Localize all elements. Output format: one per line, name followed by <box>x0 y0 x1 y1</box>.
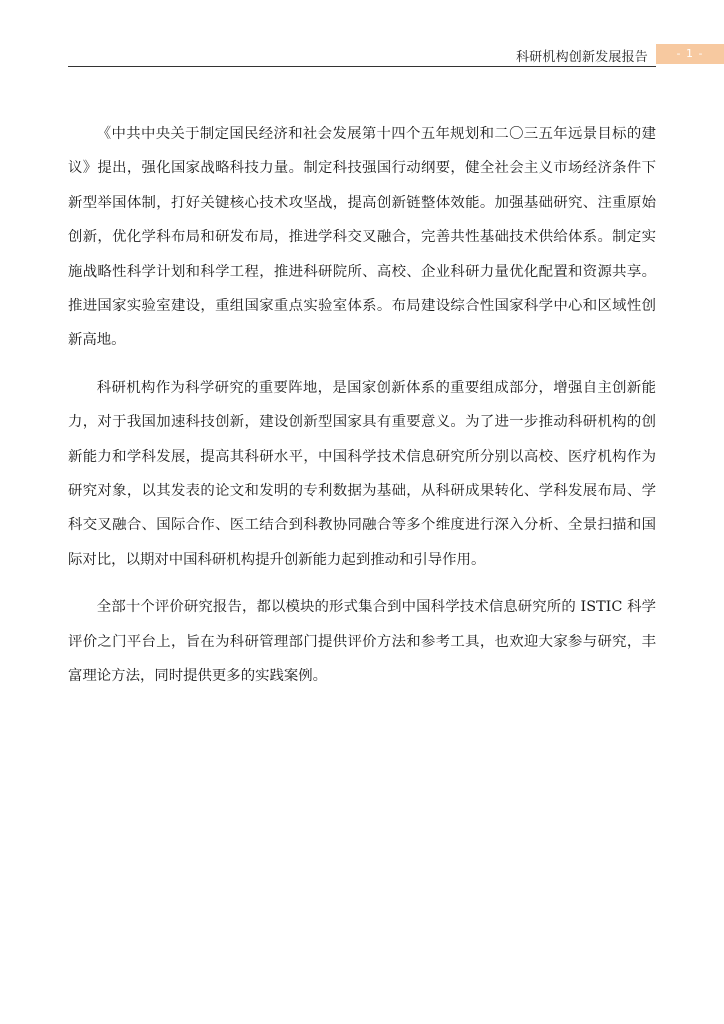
page-header <box>68 44 724 66</box>
paragraph: 全部十个评价研究报告，都以模块的形式集合到中国科学技术信息研究所的 ISTIC 科学评价之门平台上，旨在为科研管理部门提供评价方法和参考工具，也欢迎大家参与研究，丰富理论方法，同时提供更多的实践案例。 <box>68 599 656 685</box>
paragraph: 《中共中央关于制定国民经济和社会发展第十四个五年规划和二〇三五年远景目标的建议》提出，强化国家战略科技力量。制定科技强国行动纲要，健全社会主义市场经济条件下新型举国体制，打好关键核心技术攻坚战，提高创新链整体效能。加强基础研究、注重原始创新，优化学科布局和研发布局，推进学科交叉融合，完善共性基础技术供给体系。制定实施战略性科学计划和科学工程，推进科研院所、高校、企业科研力量优化配置和资源共享。推进国家实验室建设，重组国家重点实验室体系。布局建设综合性国家科学中心和区域性创新高地。 <box>68 126 656 349</box>
page-number-badge: - 1 - <box>656 44 724 64</box>
document-body <box>68 117 656 707</box>
header-divider <box>68 66 656 67</box>
header-title: 科研机构创新发展报告 <box>515 50 648 65</box>
paragraph: 科研机构作为科学研究的重要阵地，是国家创新体系的重要组成部分，增强自主创新能力，对于我国加速科技创新，建设创新型国家具有重要意义。为了进一步推动科研机构的创新能力和学科发展，提高其科研水平，中国科学技术信息研究所分别以高校、医疗机构作为研究对象，以其发表的论文和发明的专利数据为基础，从科研成果转化、学科发展布局、学科交叉融合、国际合作、医工结合到科教协同融合等多个维度进行深入分析、全景扫描和国际对比，以期对中国科研机构提升创新能力起到推动和引导作用。 <box>68 379 656 568</box>
